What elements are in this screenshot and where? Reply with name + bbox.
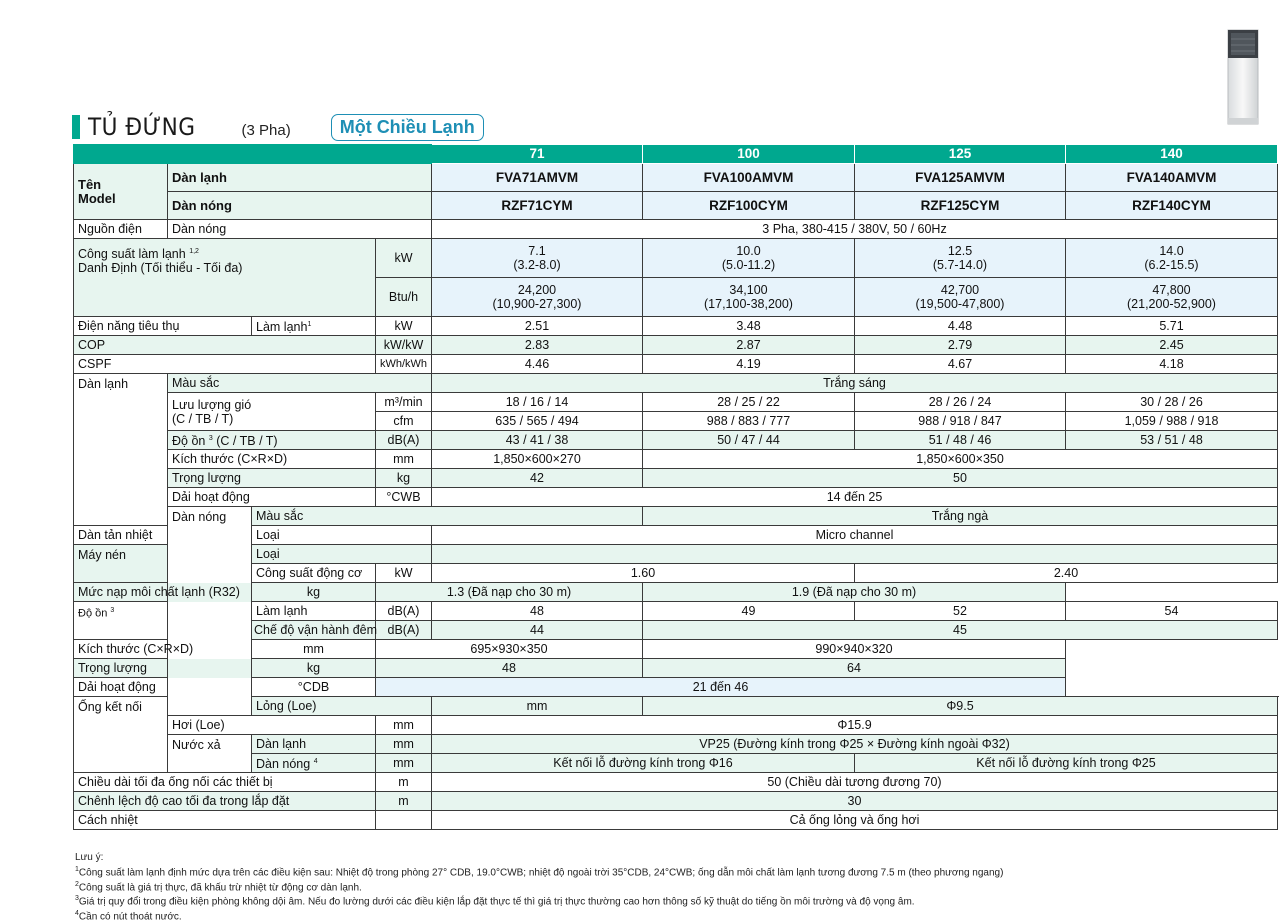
indoor-color-row [74,374,1278,393]
gas-label: Hơi (Loe) [168,716,376,735]
piping-gas-row [74,716,1278,735]
max-height-value: 30 [432,792,1278,811]
note-text: Cần có nút thoát nước. [78,911,182,923]
airflow-m3-value: 28 / 26 / 24 [855,393,1066,412]
outdoor-weight-value: 48 [376,659,643,678]
airflow-cfm-unit: cfm [376,412,432,431]
gas-value: Φ15.9 [432,716,1278,735]
cspf-value: 4.46 [432,355,643,374]
indoor-weight-row [74,469,1278,488]
airflow-cfm-value: 988 / 883 / 777 [643,412,855,431]
model-label: Tên Model [74,164,168,220]
capacity-btu: 24,200 [517,283,557,297]
drain-indoor-label: Dàn lạnh [252,735,376,754]
indoor-noise-value: 51 / 48 / 46 [855,431,1066,450]
page-title: TỦ ĐỨNG [88,113,196,141]
outdoor-range-unit: °CDB [252,678,376,697]
note-item [75,893,1003,908]
outdoor-weight-row [74,659,1278,678]
indoor-dim-value: 1,850×600×350 [643,450,1278,469]
power-value: 3 Pha, 380-415 / 380V, 50 / 60Hz [432,220,1278,239]
consumption-value: 5.71 [1066,317,1278,336]
airflow-m3-unit: m³/min [376,393,432,412]
refrigerant-value: 1.9 (Đã nạp cho 30 m) [643,583,1066,602]
floor-standing-unit-icon [1226,28,1260,126]
insulation-label: Cách nhiệt [74,811,376,830]
outdoor-noise-label-text: Độ ồn [78,607,108,620]
indoor-range-unit: °CWB [376,488,432,507]
capacity-kw-range: (5.7-14.0) [932,258,988,272]
outdoor-range-value: 21 đến 46 [376,678,1066,697]
capacity-btu-cell [432,278,643,317]
outdoor-color-label: Màu sắc [252,507,643,526]
note-number: 2 [75,880,79,888]
capacity-btu-cell [855,278,1066,317]
airflow-m3-value: 30 / 28 / 26 [1066,393,1278,412]
footnotes [75,852,1003,923]
cspf-row [74,355,1278,374]
consumption-value: 4.48 [855,317,1066,336]
hex-value: Micro channel [432,526,1278,545]
outdoor-noise-night-row [74,621,1278,640]
phase-label: (3 Pha) [241,121,291,139]
indoor-noise-value: 53 / 51 / 48 [1066,431,1278,450]
drain-outdoor-unit: mm [376,754,432,773]
notes-title: Lưu ý: [75,852,104,863]
noise-cool-value: 52 [855,602,1066,621]
capacity-kw-cell [855,239,1066,278]
noise-cool-label: Làm lạnh [252,602,376,621]
noise-night-unit: dB(A) [376,621,432,640]
note-item [75,879,1003,894]
outdoor-color-row [74,507,1278,526]
indoor-range-value: 14 đến 25 [432,488,1278,507]
indoor-weight-value: 50 [643,469,1278,488]
insulation-value: Cả ống lỏng và ống hơi [432,811,1278,830]
indoor-dim-label: Kích thước (C×R×D) [168,450,376,469]
cop-value: 2.83 [432,336,643,355]
noise-cool-value: 48 [432,602,643,621]
outdoor-dim-row [74,640,1278,659]
indoor-model: FVA140AMVM [1066,164,1278,192]
cop-unit: kW/kW [376,336,432,355]
indoor-noise-unit: dB(A) [376,431,432,450]
capacity-kw-range: (6.2-15.5) [1144,258,1199,272]
consumption-footnote: 1 [307,320,312,328]
capacity-kw: 12.5 [947,244,973,258]
indoor-airflow-label [168,393,376,431]
cop-value: 2.45 [1066,336,1278,355]
noise-night-label: Chế độ vận hành đêm [252,621,376,640]
capacity-header: 100 [643,145,855,164]
consumption-label: Điện năng tiêu thụ [74,317,252,336]
indoor-dim-unit: mm [376,450,432,469]
capacity-btu-range: (17,100-38,200) [704,297,793,311]
max-height-unit: m [376,792,432,811]
piping-section-label: Ống kết nối [74,697,168,773]
capacity-btu-cell [1066,278,1278,317]
outdoor-noise-cool-row [74,602,1278,621]
compressor-motor-row [74,564,1278,583]
airflow-cfm-value: 635 / 565 / 494 [432,412,643,431]
capacity-header: 71 [432,145,643,164]
airflow-cfm-value: 988 / 918 / 847 [855,412,1066,431]
power-sub-label: Dàn nóng [168,220,432,239]
hex-type-label: Loại [252,526,432,545]
capacity-kw-cell [1066,239,1278,278]
capacity-header: 140 [1066,145,1278,164]
outdoor-weight-unit: kg [252,659,376,678]
note-number: 3 [75,895,79,903]
noise-cool-unit: dB(A) [376,602,432,621]
drain-outdoor-footnote: 4 [313,757,318,765]
indoor-color-value: Trắng sáng [432,374,1278,393]
power-label: Nguồn điện [74,220,168,239]
outdoor-noise-footnote: 3 [110,607,115,614]
compressor-motor-value: 2.40 [855,564,1278,583]
piping-liquid-row [74,697,1278,716]
refrigerant-unit: kg [252,583,376,602]
drain-indoor-row [74,735,1278,754]
capacity-header: 125 [855,145,1066,164]
airflow-label-line2: (C / TB / T) [172,411,234,426]
indoor-weight-unit: kg [376,469,432,488]
cspf-value: 4.18 [1066,355,1278,374]
airflow-label-line1: Lưu lượng gió [172,397,252,412]
indoor-range-row [74,488,1278,507]
cop-label: COP [74,336,376,355]
airflow-m3-value: 28 / 25 / 22 [643,393,855,412]
indoor-noise-label [168,431,376,450]
consumption-sub-label: Làm lạnh [256,320,308,335]
noise-night-value: 45 [643,621,1278,640]
capacity-btu-cell [643,278,855,317]
consumption-row [74,317,1278,336]
capacity-label-line1: Công suất làm lạnh [78,247,186,262]
model-indoor-row [74,164,1278,192]
outdoor-hex-row [74,526,1278,545]
capacity-label [74,239,376,317]
outdoor-model: RZF100CYM [643,192,855,220]
liquid-label: Lỏng (Loe) [252,697,432,716]
indoor-noise-row [74,431,1278,450]
note-number: 1 [75,865,79,873]
indoor-weight-label: Trọng lượng [168,469,376,488]
model-indoor-label: Dàn lạnh [168,164,432,192]
noise-cool-value: 54 [1066,602,1278,621]
airflow-m3-value: 18 / 16 / 14 [432,393,643,412]
outdoor-dim-label: Kích thước (C×R×D) [74,640,252,659]
note-text: Giá trị quy đổi trong điều kiện phòng không dội âm. Nếu đo lường dưới các điều kiện lắp đặt thực tế thì giá trị thực thường cao hơn thông số kỹ thuật do tiếng ồn môi trường và độ vọng âm. [78,896,915,908]
consumption-unit: kW [376,317,432,336]
capacity-kw-cell [432,239,643,278]
cop-value: 2.79 [855,336,1066,355]
airflow-cfm-value: 1,059 / 988 / 918 [1066,412,1278,431]
outdoor-model: RZF125CYM [855,192,1066,220]
max-length-unit: m [376,773,432,792]
max-height-label: Chênh lệch độ cao tối đa trong lắp đặt [74,792,376,811]
drain-outdoor-label: Dàn nóng [256,757,311,772]
capacity-kw-unit: kW [376,239,432,278]
outdoor-range-label: Dải hoạt động [74,678,252,697]
capacity-btu-unit: Btu/h [376,278,432,317]
insulation-row [74,811,1278,830]
note-item [75,864,1003,879]
capacity-kw-cell [643,239,855,278]
indoor-model: FVA100AMVM [643,164,855,192]
power-row [74,220,1278,239]
indoor-dim-row [74,450,1278,469]
indoor-color-label: Màu sắc [168,374,432,393]
header-row [74,145,1278,164]
outdoor-color-value: Trắng ngà [643,507,1278,526]
compressor-motor-unit: kW [376,564,432,583]
refrigerant-value: 1.3 (Đã nạp cho 30 m) [376,583,643,602]
model-outdoor-label: Dàn nóng [168,192,432,220]
model-outdoor-row [74,192,1278,220]
capacity-btu: 47,800 [1152,283,1191,297]
drain-outdoor-row [74,754,1278,773]
capacity-btu-range: (21,200-52,900) [1127,297,1216,311]
capacity-label-line2: Danh Định (Tối thiểu - Tối đa) [78,261,243,276]
capacity-kw-row [74,239,1278,278]
note-number: 4 [75,910,79,918]
indoor-noise-label-text: Độ ồn [172,434,206,449]
noise-cool-value: 49 [643,602,855,621]
outdoor-model: RZF140CYM [1066,192,1278,220]
refrigerant-label: Mức nạp môi chất lạnh (R32) [74,583,252,602]
spec-table [73,144,1278,830]
capacity-btu: 42,700 [940,283,980,297]
outdoor-dim-value: 990×940×320 [643,640,1066,659]
capacity-kw-range: (3.2-8.0) [513,258,561,272]
note-text: Công suất là giá trị thực, đã khấu trừ nhiệt từ động cơ dàn lạnh. [78,881,362,893]
max-height-row [74,792,1278,811]
max-length-row [74,773,1278,792]
cspf-unit: kWh/kWh [376,355,432,374]
compressor-label: Máy nén [74,545,168,583]
gas-unit: mm [376,716,432,735]
drain-outdoor-label-cell [252,754,376,773]
indoor-noise-suffix: (C / TB / T) [216,434,278,449]
max-length-label: Chiều dài tối đa ống nối các thiết bị [74,773,376,792]
outdoor-noise-label [74,602,168,640]
cspf-value: 4.67 [855,355,1066,374]
outdoor-weight-label: Trọng lượng [74,659,252,678]
title-row [72,112,484,142]
consumption-sub-cell [252,317,376,336]
indoor-dim-value: 1,850×600×270 [432,450,643,469]
indoor-model: FVA71AMVM [432,164,643,192]
capacity-kw: 14.0 [1159,244,1184,258]
drain-indoor-value: VP25 (Đường kính trong Φ25 × Đường kính ngoài Φ32) [432,735,1278,754]
capacity-kw: 7.1 [528,244,546,258]
noise-night-value: 44 [432,621,643,640]
note-item [75,908,1003,923]
cop-row [74,336,1278,355]
indoor-noise-value: 43 / 41 / 38 [432,431,643,450]
note-text: Công suất làm lạnh định mức dựa trên các điều kiện sau: Nhiệt độ trong phòng 27° CDB, 19.0°CWB; nhiệt độ ngoài trời 35°CDB, 24°CWB; ống dẫn môi chất làm lạnh tương đương 7.5 m (theo phương ngang) [78,866,1004,878]
liquid-value: Φ9.5 [643,697,1278,716]
hex-label: Dàn tản nhiệt [74,526,168,545]
capacity-footnote: 1,2 [189,248,199,255]
max-length-value: 50 (Chiều dài tương đương 70) [432,773,1278,792]
drain-label: Nước xả [168,735,252,773]
indoor-model: FVA125AMVM [855,164,1066,192]
capacity-btu-range: (19,500-47,800) [915,297,1005,311]
indoor-airflow-m3-row [74,393,1278,412]
cop-value: 2.87 [643,336,855,355]
consumption-value: 3.48 [643,317,855,336]
compressor-type-label: Loại [252,545,432,564]
compressor-type-row [74,545,1278,564]
indoor-noise-value: 50 / 47 / 44 [643,431,855,450]
cspf-label: CSPF [74,355,376,374]
capacity-kw: 10.0 [736,244,761,258]
outdoor-dim-unit: mm [252,640,376,659]
outdoor-section-label: Dàn nóng [168,507,252,716]
indoor-noise-footnote: 3 [208,434,213,442]
consumption-value: 2.51 [432,317,643,336]
compressor-motor-label: Công suất động cơ [252,564,376,583]
indoor-weight-value: 42 [432,469,643,488]
refrigerant-row [74,583,1278,602]
mode-badge: Một Chiều Lạnh [331,114,484,141]
liquid-unit: mm [432,697,643,716]
outdoor-range-row [74,678,1278,697]
outdoor-weight-value: 64 [643,659,1066,678]
capacity-kw-range: (5.0-11.2) [721,258,776,272]
indoor-range-label: Dải hoạt động [168,488,376,507]
drain-outdoor-value: Kết nối lỗ đường kính trong Φ16 [432,754,855,773]
outdoor-dim-value: 695×930×350 [376,640,643,659]
drain-outdoor-value: Kết nối lỗ đường kính trong Φ25 [855,754,1278,773]
drain-indoor-unit: mm [376,735,432,754]
cspf-value: 4.19 [643,355,855,374]
outdoor-model: RZF71CYM [432,192,643,220]
capacity-btu-range: (10,900-27,300) [492,297,582,311]
compressor-motor-value: 1.60 [432,564,855,583]
title-accent-bar [72,115,80,139]
capacity-btu: 34,100 [729,283,768,297]
indoor-section-label: Dàn lạnh [74,374,168,526]
